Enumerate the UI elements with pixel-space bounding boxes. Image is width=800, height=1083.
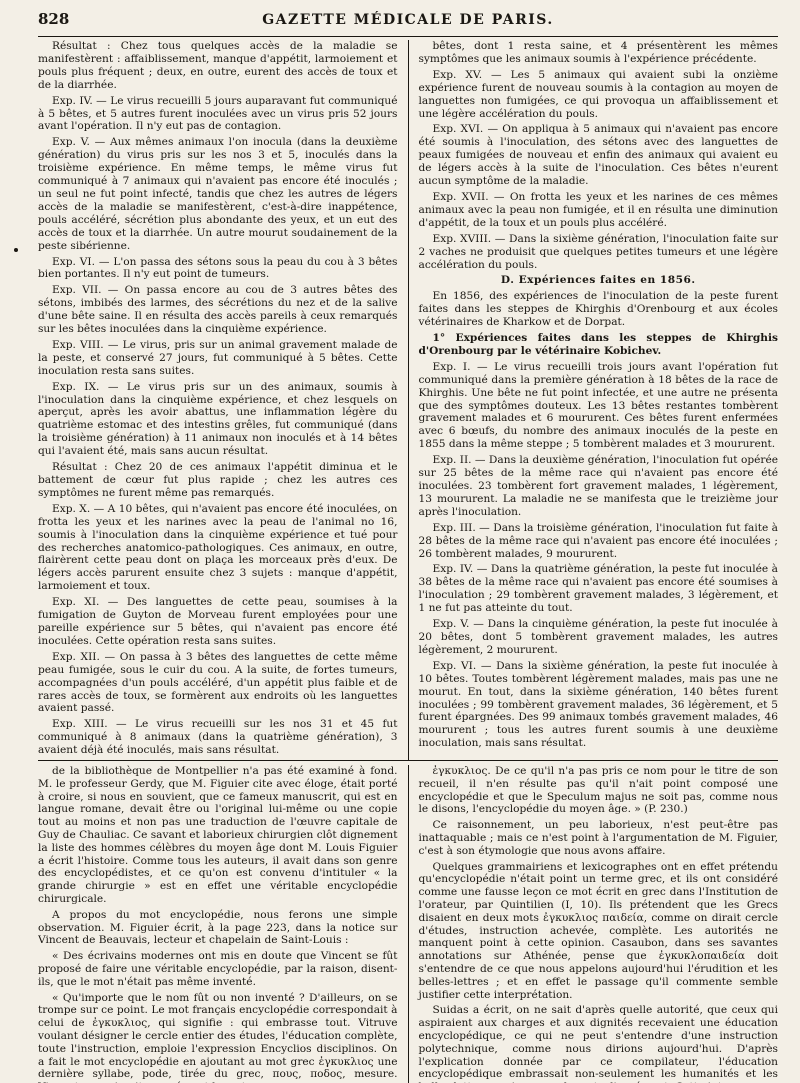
paragraph: Quelques grammairiens et lexicographes ont en effet prétendu qu'encyclopédie n'était point un terme grec, et ils ont considéré comme une fausse leçon ce mot écrit en grec dans l'Institution de l'orateur, par Quintilien (I, 10). Ils prétendent que les Grecs disaient en deux mots ἐγκυκλιος παιδεία, comme on dirait cercle d'études, instruction achevée, complète. Les autorités ne manquent point à cette opinion. Casaubon, dans ses savantes annotations sur Athénée, pense que ἐγκυκλοπαιδεία doit s'entendre de ce que nous appelons aujourd'hui l'érudition et les belles-lettres ; et en effet le passage qu'il commente semble justifier cette interprétation. [418,860,778,1001]
page-header [38,10,778,37]
page-number: 828 [38,10,70,28]
section-heading: D. Expériences faites en 1856. [500,274,696,287]
left-column [38,40,408,760]
ink-mark [14,248,18,252]
paragraph: Exp. XV. — Les 5 animaux qui avaient subi la onzième expérience furent de nouveau soumis à la contagion au moyen de languettes non fumigées, ce qui provoqua un affaiblissement et une légère accélération du pouls. [418,68,778,120]
paragraph: Exp. VI. — Dans la sixième génération, la peste fut inoculée à 10 bêtes. Toutes tombèrent légèrement malades, mais pas une ne mourut. En tout, dans la sixième génération, 140 bêtes furent inoculées ; 99 tombèrent gravement malades, 36 légèrement, et 5 furent épargnées. Des 99 animaux tombés gravement malades, 46 moururent ; tous les autres furent soumis à une deuxième inoculation, mais sans résultat. [418,659,778,750]
paragraph: Résultat : Chez tous quelques accès de la maladie se manifestèrent : affaiblissement, manque d'appétit, larmoiement et pouls plus fréquent ; deux, en outre, eurent des accès de toux et de la diarrhée. [38,40,398,91]
paragraph: A propos du mot encyclopédie, nous ferons une simple observation. M. Figuier écrit, à la page 223, dans la notice sur Vincent de Beauvais, lecteur et chapelain de Saint-Louis : [38,908,398,947]
paragraph: « Des écrivains modernes ont mis en doute que Vincent se fût proposé de faire une véritable encyclopédie, par la raison, disent-ils, que le mot n'était pas même inventé. [38,950,398,988]
paragraph: ἐγκυκλιος. De ce qu'il n'a pas pris ce nom pour le titre de son recueil, il n'en résulte pas qu'il n'ait point composé une encyclopédie et que le Speculum majus ne soit pas, comme nous le disons, l'encyclopédie du moyen âge. » (P. 230.) [418,765,778,816]
paragraph: Exp. VI. — L'on passa des sétons sous la peau du cou à 3 bêtes bien portantes. Il n'y eut point de tumeurs. [38,255,398,281]
paragraph: Exp. VIII. — Le virus, pris sur un animal gravement malade de la peste, et conservé 27 jours, fut communiqué à 5 bêtes. Cette inoculation resta sans suites. [38,338,398,377]
paragraph: Exp. II. — Dans la deuxième génération, l'inoculation fut opérée sur 25 bêtes de la même race qui n'avaient pas encore été inoculées. 23 tombèrent fort gravement malades, 1 légèrement, 13 moururent. La maladie ne se manifesta que le treizième jour après l'inoculation. [418,454,778,518]
paragraph: Exp. V. — Dans la cinquième génération, la peste fut inoculée à 20 bêtes, dont 5 tombèrent gravement malades, les autres légèrement, 2 moururent. [418,618,778,656]
paragraph: Exp. V. — Aux mêmes animaux l'on inocula (dans la deuxième génération) du virus pris sur les nos 3 et 5, inoculés dans la troisième expérience. En même temps, le même virus fut communiqué à 7 animaux qui n'avaient pas encore été inoculés ; un seul ne fut point infecté, tandis que chez les autres de légers accès de la maladie se manifestèrent, c'est-à-dire inappétence, pouls accéléré, sécrétion plus abondante des yeux, et un eut des accès de toux et la diarrhée. Un autre mourut soudainement de la peste sibérienne. [38,136,398,252]
feuilleton-section [38,765,778,1083]
paragraph: Exp. XIII. — Le virus recueilli sur les nos 31 et 45 fut communiqué à 8 animaux (dans la quatrième génération), 3 avaient déjà été inoculés, mais sans résultat. [38,718,398,757]
bottom-left-column [38,765,408,1083]
paragraph: Exp. IV. — Le virus recueilli 5 jours auparavant fut communiqué à 5 bêtes, et 5 autres furent inoculées avec un virus pris 52 jours avant l'opération. Il n'y eut pas de contagion. [38,94,398,133]
paragraph: « Qu'importe que le nom fût ou non inventé ? D'ailleurs, on se trompe sur ce point. Le mot français encyclopédie correspondait à celui de ἐγκυκλιος, qui signifie : qui embrasse tout. Vitruve voulant désigner le cercle entier des études, l'éducation complète, toute l'instruction, emploie l'expression Encyclios disciplinos. On a fait le mot encyclopédie en ajoutant au mot grec ἐγκυκλιος une dernière syllabe, pode, tirée du grec, πους, ποδος, mesure. [38,991,398,1081]
paragraph: Suidas a écrit, on ne sait d'après quelle autorité, que ceux qui aspiraient aux charges et aux dignités recevaient une éducation encyclopédique, ce qui ne peut s'entendre d'une instruction polytechnique, comme nous dirions aujourd'hui. D'après l'explication donnée par ce compilateur, l'éducation encyclopédique embrassait non-seulement les humanités et les [418,1004,778,1081]
paragraph: Exp. I. — Le virus recueilli trois jours avant l'opération fut communiqué dans la première génération à 18 bêtes de la race de Khirghis. Une bête ne fut point infectée, et une autre ne présenta que des symptômes douteux. Les 13 bêtes restantes tombèrent gravement malades et 6 moururent. Ces bêtes furent enfermées avec 6 bœufs, du nombre des animaux inoculés de la peste en 1855 dans la même steppe ; 5 tombèrent malades et 3 moururent. [418,360,778,451]
subsection-heading: 1° Expériences faites dans les steppes de Khirghis d'Orenbourg par le vétérinaire Kobichev. [418,332,778,357]
paragraph: de la bibliothèque de Montpellier n'a pas été examiné à fond. M. le professeur Gerdy, que M. Figuier cite avec éloge, était porté à croire, si nous en souvient, que ce fameux manuscrit, qui est en langue romane, devait être ou l'original lui-même ou une copie tout au moins et non pas une traduction de l'œuvre capitale de Guy de Chauliac. Ce savant et laborieux chirurgien clôt dignement la liste des hommes célèbres du moyen âge dont M. Louis Figuier a écrit l'histoire. Comme tous les auteurs, il avait dans son genre des encyclopédistes, et ce qu'on est convenu d'intituler « la grande chirurgie » est en effet une véritable encyclopédie chirurgicale. [38,765,398,905]
paragraph: Exp. XVIII. — Dans la sixième génération, l'inoculation faite sur 2 vaches ne produisit que quelques petites tumeurs et une légère accélération du pouls. [418,232,778,271]
paragraph: Exp. VII. — On passa encore au cou de 3 autres bêtes des sétons, imbibés des larmes, des sécrétions du nez et de la salive d'une bête saine. Il en résulta des accès pareils à ceux remarqués sur les bêtes inoculées dans la cinquième expérience. [38,284,398,336]
paragraph: Exp. III. — Dans la troisième génération, l'inoculation fut faite à 28 bêtes de la même race qui n'avaient pas encore été inoculées ; 26 tombèrent malades, 9 moururent. [418,521,778,560]
right-column [408,40,779,760]
upper-section [38,40,778,761]
bottom-right-column [408,765,779,1083]
paragraph: En 1856, des expériences de l'inoculation de la peste furent faites dans les steppes de Khirghis d'Orenbourg et aux écoles vétérinaires de Kharkow et de Dorpat. [418,290,778,329]
paragraph: Exp. IV. — Dans la quatrième génération, la peste fut inoculée à 38 bêtes de la même race qui n'avaient pas encore été soumises à l'inoculation ; 29 tombèrent gravement malades, 3 légèrement, et 1 ne fut pas atteinte du tout. [418,563,778,615]
paragraph: Exp. XVII. — On frotta les yeux et les narines de ces mêmes animaux avec la peau non fumigée, et il en résulta une diminution d'appétit, de la toux et un pouls plus accéléré. [418,190,778,229]
journal-title: GAZETTE MÉDICALE DE PARIS. [262,12,554,28]
paragraph: Résultat : Chez 20 de ces animaux l'appétit diminua et le battement de cœur fut plus rapide ; chez les autres ces symptômes ne furent même pas remarqués. [38,461,398,499]
paragraph: Exp. XII. — On passa à 3 bêtes des languettes de cette même peau fumigée, sous le cuir du cou. A la suite, de fortes tumeurs, accompagnées d'un pouls accéléré, d'un appétit plus faible et de rares accès de toux, se formèrent aux endroits où les languettes avaient passé. [38,650,398,715]
paragraph: Exp. X. — A 10 bêtes, qui n'avaient pas encore été inoculées, on frotta les yeux et les narines avec la peau de l'animal no 16, soumis à l'inoculation dans la cinquième expérience et tué pour des recherches anatomico-pathologiques. Ces animaux, en outre, flairèrent cette peau dont on plaça les morceaux près d'eux. De légers accès parurent ensuite chez 3 sujets : manque d'appétit, larmoiement et toux. [38,502,398,593]
paragraph: Exp. IX. — Le virus pris sur un des animaux, soumis à l'inoculation dans la cinquième expérience, et chez lesquels on aperçut, après les avoir abattus, une inflammation légère du quatrième estomac et des intestins grêles, fut communiqué (dans la troisième génération) à 11 animaux non inoculés et à 14 bêtes qui l'avaient été, mais sans aucun résultat. [38,380,398,458]
paragraph: Exp. XI. — Des languettes de cette peau, soumises à la fumigation de Guyton de Morveau furent employées pour une pareille expérience sur 5 bêtes, qui n'avaient pas encore été inoculées. Cette opération resta sans suites. [38,596,398,647]
paragraph: bêtes, dont 1 resta saine, et 4 présentèrent les mêmes symptômes que les animaux soumis à l'expérience précédente. [418,40,778,65]
paragraph: Ce raisonnement, un peu laborieux, n'est peut-être pas inattaquable ; mais ce n'est point à l'argumentation de M. Figuier, c'est à son étymologie que nous avons affaire. [418,819,778,857]
paragraph: Exp. XVI. — On appliqua à 5 animaux qui n'avaient pas encore été soumis à l'inoculation, des sétons avec des languettes de peaux fumigées de nouveau et enfin des animaux qui avaient eu de légers accès à la suite de l'inoculation. Ces bêtes n'eurent aucun symptôme de la maladie. [418,123,778,188]
